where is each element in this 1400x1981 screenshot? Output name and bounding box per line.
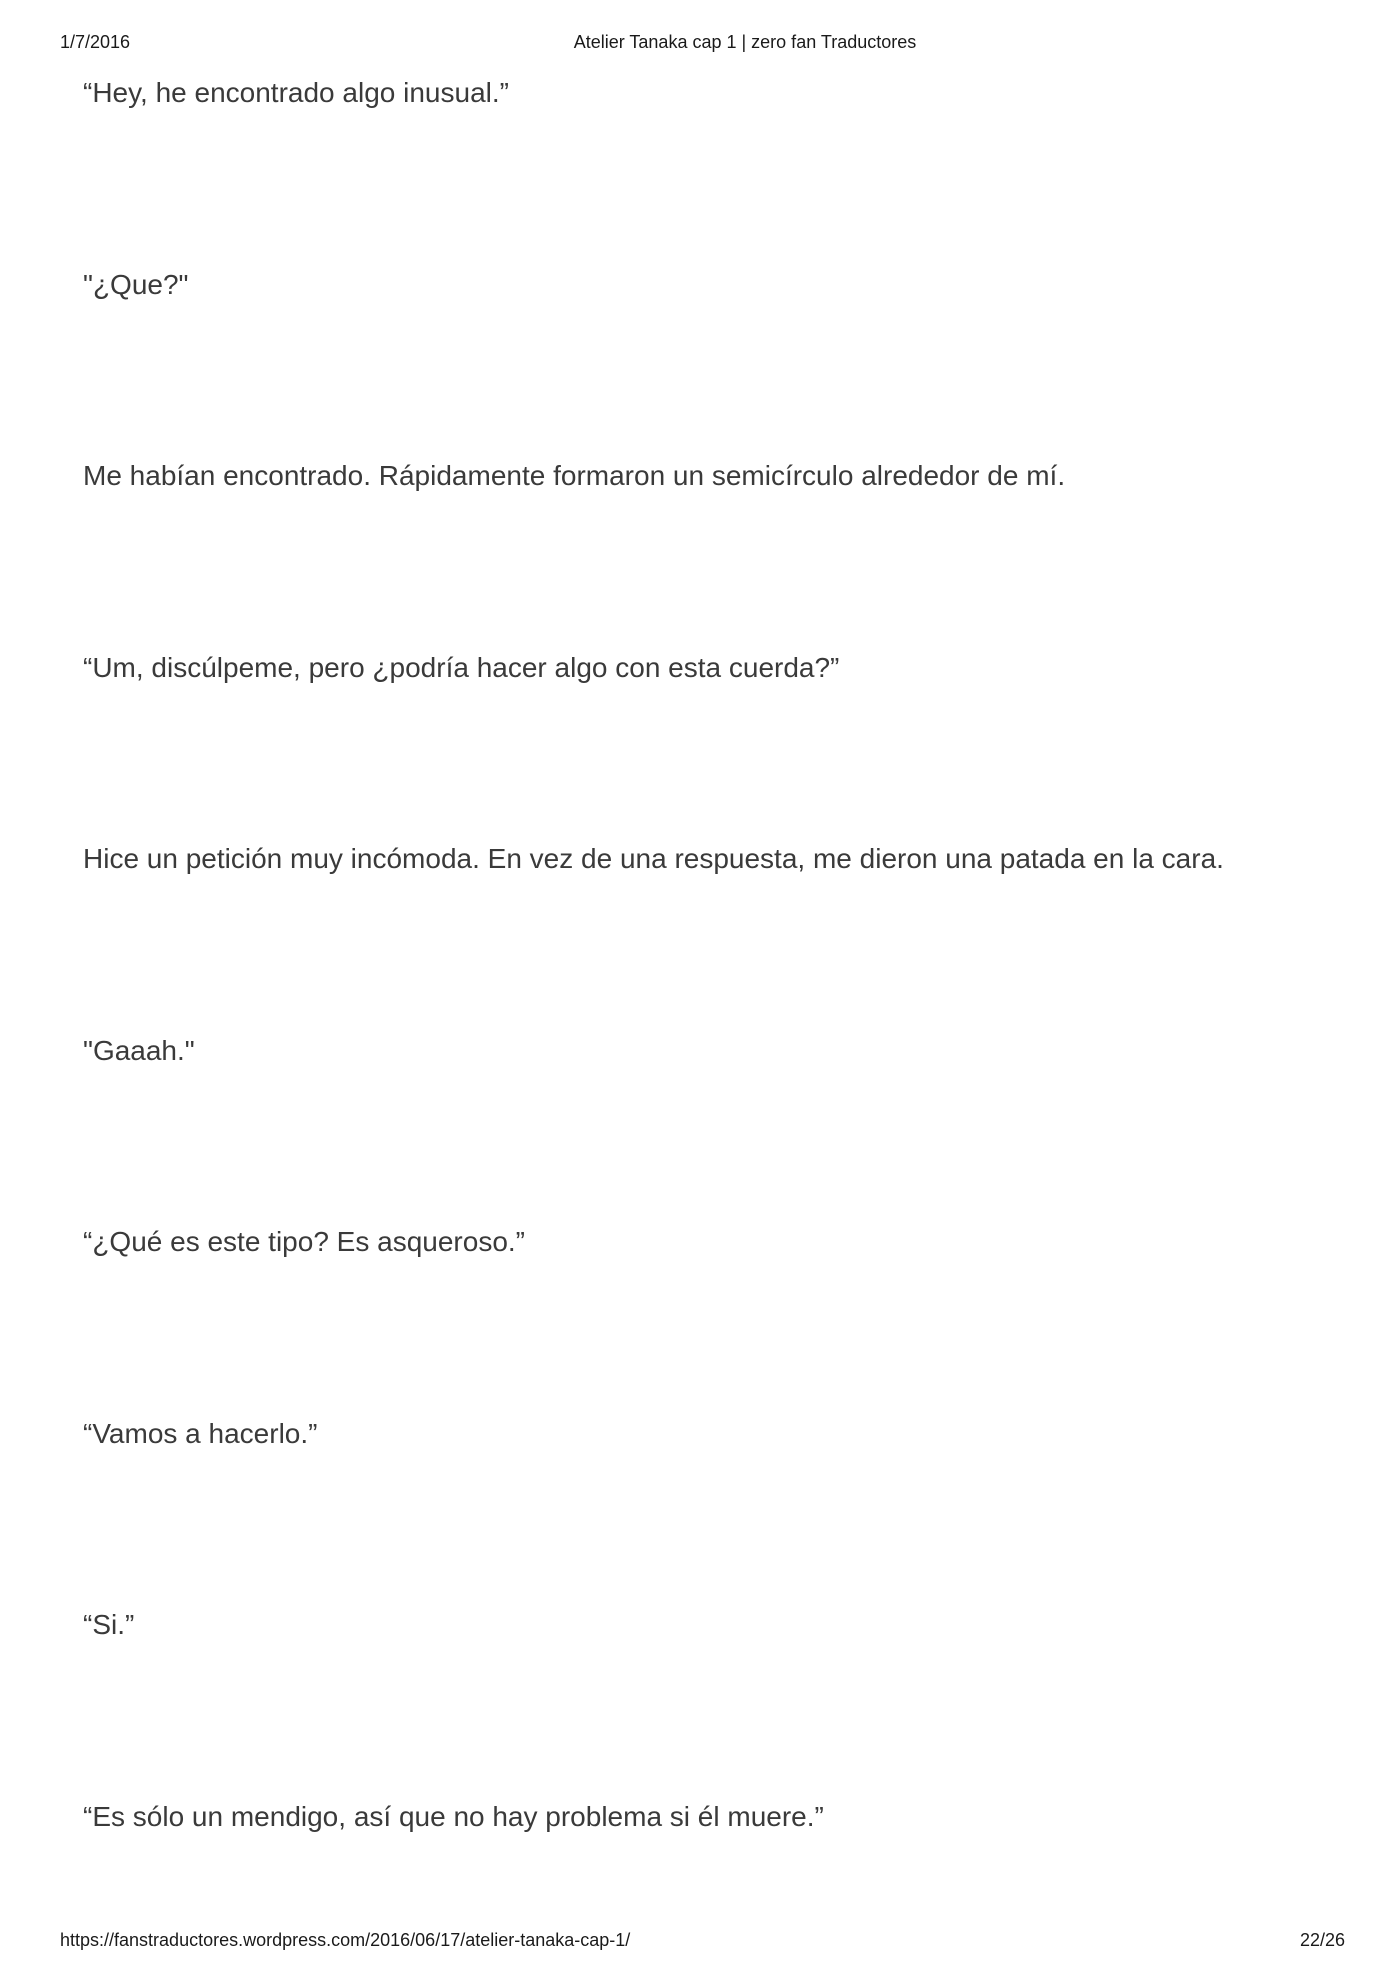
paragraph: Me habían encontrado. Rápidamente formaron un semicírculo alrededor de mí. bbox=[83, 460, 1066, 491]
print-header bbox=[0, 32, 1400, 60]
paragraph: “Si.” bbox=[83, 1609, 135, 1640]
paragraph: "Gaaah." bbox=[83, 1034, 195, 1066]
print-date: 1/7/2016 bbox=[60, 32, 131, 52]
page-number: 22/26 bbox=[1299, 1930, 1345, 1950]
paragraph: “Hey, he encontrado algo inusual.” bbox=[83, 77, 509, 108]
paragraph: “Es sólo un mendigo, así que no hay problema si él muere.” bbox=[83, 1800, 824, 1832]
paragraph: Hice un petición muy incómoda. En vez de una respuesta, me dieron una patada en la cara. bbox=[83, 843, 1224, 874]
paragraph: "¿Que?" bbox=[83, 268, 189, 300]
paragraph: “Vamos a hacerlo.” bbox=[83, 1417, 318, 1449]
page-url: https://fanstraductores.wordpress.com/2016/06/17/atelier-tanaka-cap-1/ bbox=[60, 1930, 631, 1950]
paragraph: “Um, discúlpeme, pero ¿podría hacer algo con esta cuerda?” bbox=[83, 651, 840, 683]
document-body bbox=[83, 62, 1343, 1977]
paragraph: “¿Qué es este tipo? Es asqueroso.” bbox=[83, 1226, 525, 1257]
page-title: Atelier Tanaka cap 1 | zero fan Traductores bbox=[573, 32, 917, 52]
